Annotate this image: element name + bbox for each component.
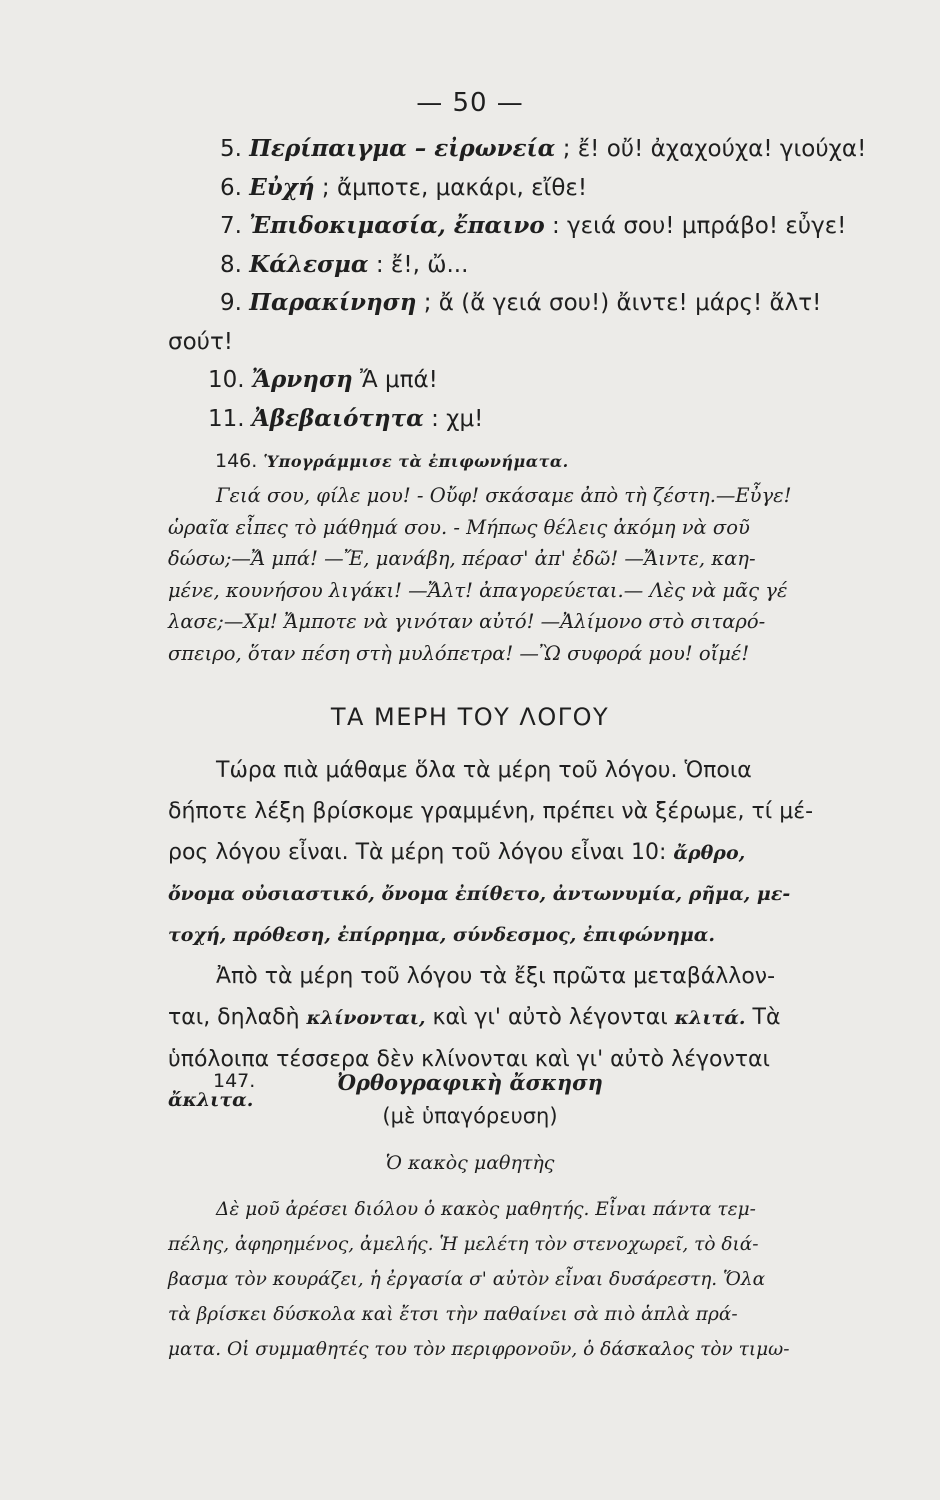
bold-term: κλιτά. xyxy=(674,1007,746,1029)
text-run: ται, δηλαδὴ xyxy=(168,1005,300,1030)
text-line: ματα. Οἱ συμμαθητές του τὸν περιφρονοῦν, ὁ δάσκαλος τὸν τιμω- xyxy=(168,1339,790,1360)
exercise-146-text xyxy=(168,480,878,669)
item-text: ; ἄ (ἄ γειά σου!) ἄιντε! μάρς! ἄλτ! xyxy=(423,290,822,316)
page-number: — 50 — xyxy=(416,88,524,118)
text-line: ὑπόλοιπα τέσσερα δὲν κλίνονται καὶ γι' αὐτὸ λέγονται xyxy=(168,1047,770,1072)
exercise-147-subtitle: (μὲ ὑπαγόρευση) xyxy=(382,1104,558,1128)
text-run: Τὰ xyxy=(752,1005,781,1030)
bold-term: κλίνονται, xyxy=(306,1007,426,1029)
text-line: ὡραῖα εἶπες τὸ μάθημά σου. - Μήπως θέλεις ἀκόμη νὰ σοῦ xyxy=(168,515,750,539)
interjection-list xyxy=(168,130,878,438)
text-line: σπειρο, ὅταν πέση στὴ μυλόπετρα! —Ὢ συφορά μου! οἴμέ! xyxy=(168,641,750,665)
bold-term-line: ὄνομα οὐσιαστικό, ὄνομα ἐπίθετο, ἀντωνυμία, ρῆμα, με- xyxy=(168,883,791,905)
exercise-147-number: 147. xyxy=(213,1070,256,1092)
exercise-number: 146. xyxy=(215,450,258,472)
parts-paragraph-1 xyxy=(168,750,878,1121)
item-label: Ἐπιδοκιμασία, ἔπαινο xyxy=(249,212,545,239)
item-label: Ἀβεβαιότητα xyxy=(251,404,424,432)
item-label: Περίπαιγμα – εἰρωνεία xyxy=(249,135,556,162)
story-title: Ὁ κακὸς μαθητὴς xyxy=(385,1152,555,1174)
list-item xyxy=(168,207,878,246)
item-number: 9. xyxy=(220,290,242,316)
item-text: ; ἄμποτε, μακάρι, εἴθε! xyxy=(321,174,588,201)
item-number: 11. xyxy=(208,405,245,432)
item-text: : γειά σου! μπράβο! εὖγε! xyxy=(551,213,847,239)
text-line xyxy=(168,832,878,874)
text-run: Τώρα πιὰ μάθαμε ὅλα τὰ μέρη τοῦ λόγου. Ὁποια xyxy=(216,758,752,783)
list-item xyxy=(168,169,878,208)
text-line xyxy=(168,750,878,791)
text-line xyxy=(168,956,878,997)
exercise-146-header xyxy=(215,450,569,472)
item-label: Εὐχή xyxy=(249,173,315,201)
text-line: βασμα τὸν κουράζει, ἡ ἐργασία σ' αὐτὸν εἶναι δυσάρεστη. Ὅλα xyxy=(168,1269,766,1290)
item-text: Ἄ μπά! xyxy=(360,367,438,393)
list-item xyxy=(168,130,878,169)
item-number: 6. xyxy=(220,174,242,201)
bold-term: ἄρθρο, xyxy=(673,842,746,864)
list-item-continuation: σούτ! xyxy=(168,328,234,355)
text-line xyxy=(168,997,878,1039)
list-item xyxy=(168,246,878,285)
text-line: πέλης, ἀφηρημένος, ἀμελής. Ἡ μελέτη τὸν στενοχωρεῖ, τὸ διά- xyxy=(168,1234,759,1255)
list-item xyxy=(168,361,878,400)
item-number: 10. xyxy=(208,367,245,393)
item-text: : ἔ!, ὤ... xyxy=(375,251,469,278)
text-line: δήποτε λέξη βρίσκομε γραμμένη, πρέπει νὰ ξέρωμε, τί μέ- xyxy=(168,799,814,824)
text-line: δώσω;—Ἄ μπά! —Ἔ, μανάβη, πέρασ' ἀπ' ἐδῶ! —Ἄιντε, καη- xyxy=(168,547,756,570)
list-item xyxy=(168,284,878,323)
text-line: Γειά σου, φίλε μου! - Οὔφ! σκάσαμε ἀπὸ τὴ ζέστη.—Εὖγε! xyxy=(216,484,792,507)
bold-term-line: τοχή, πρόθεση, ἐπίρρημα, σύνδεσμος, ἐπιφώνημα. xyxy=(168,924,716,946)
exercise-title: Ὑπογράμμισε τὰ ἐπιφωνήματα. xyxy=(263,452,569,471)
exercise-147-title: Ὀρθογραφικὴ ἄσκηση xyxy=(337,1070,603,1095)
text-run: καὶ γι' αὐτὸ λέγονται xyxy=(432,1005,668,1030)
text-line: μένε, κουνήσου λιγάκι! —Ἄλτ! ἀπαγορεύεται.— Λὲς νὰ μᾶς γέ xyxy=(168,578,788,602)
story-text xyxy=(168,1192,878,1367)
text-line: Δὲ μοῦ ἀρέσει διόλου ὁ κακὸς μαθητής. Εἶναι πάντα τεμ- xyxy=(216,1199,756,1220)
item-number: 5. xyxy=(220,136,242,162)
list-item xyxy=(168,400,878,439)
bold-term-line: ἄκλιτα. xyxy=(168,1089,254,1111)
text-run: ρος λόγου εἶναι. Τὰ μέρη τοῦ λόγου εἶναι 10: xyxy=(168,840,667,865)
item-number: 7. xyxy=(220,213,242,239)
text-run: Ἀπὸ τὰ μέρη τοῦ λόγου τὰ ἔξι πρῶτα μεταβάλλον- xyxy=(216,964,776,989)
text-line: τὰ βρίσκει δύσκολα καὶ ἔτσι τὴν παθαίνει σὰ πιὸ ἁπλὰ πρά- xyxy=(168,1304,738,1325)
item-text: ; ἔ! οὔ! ἀχαχούχα! γιούχα! xyxy=(562,136,867,162)
item-text: : χμ! xyxy=(431,405,484,432)
section-heading: ΤΑ ΜΕΡΗ ΤΟΥ ΛΟΓΟΥ xyxy=(330,703,610,731)
item-label: Κάλεσμα xyxy=(249,250,369,278)
text-line: λασε;—Χμ! Ἄμποτε νὰ γινόταν αὐτό! —Ἀλίμονο στὸ σιταρό- xyxy=(168,610,766,633)
item-label: Ἄρνηση xyxy=(251,366,353,393)
item-label: Παρακίνηση xyxy=(249,289,417,316)
item-number: 8. xyxy=(220,251,242,278)
